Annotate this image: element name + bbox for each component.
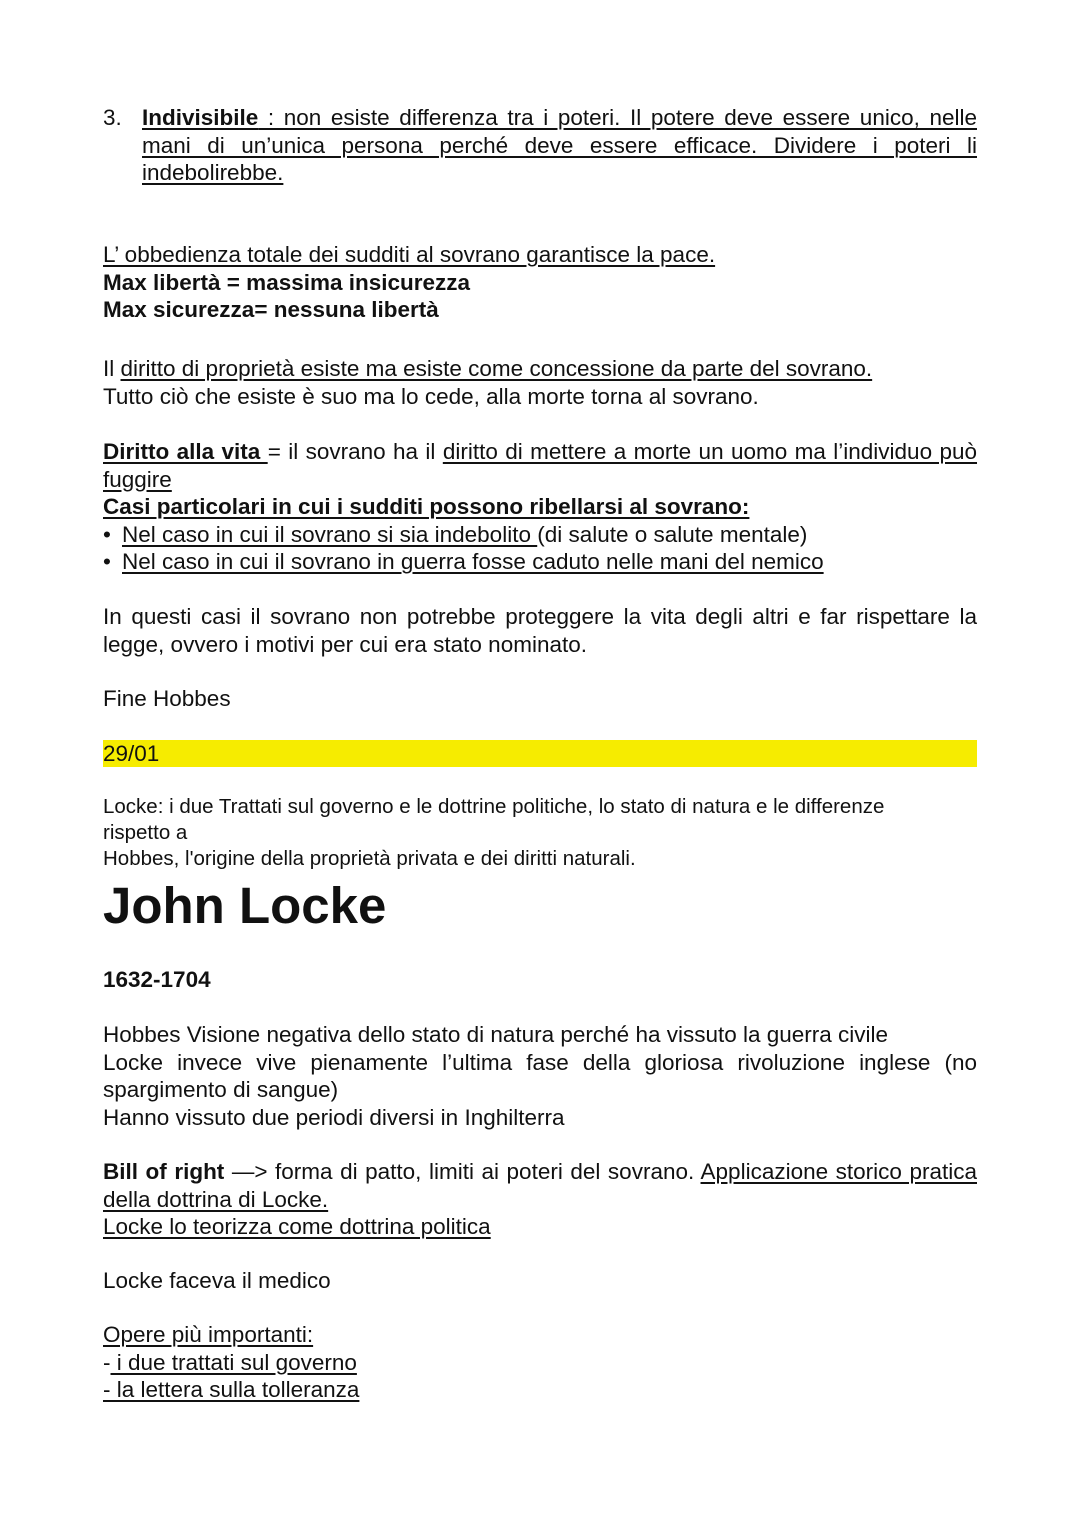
proprieta-prefix: Il (103, 356, 121, 381)
summary-line-2: rispetto a (103, 821, 188, 844)
proprieta-underlined: diritto di proprietà esiste ma esiste come concessione da parte del sovrano. (120, 356, 873, 381)
casi-heading: Casi particolari in cui i sudditi possono ribellarsi al sovrano: (103, 494, 750, 519)
date-highlight (103, 740, 977, 767)
contesto-line-3: Hanno vissuto due periodi diversi in Inghilterra (103, 1104, 565, 1130)
summary-line-1: Locke: i due Trattati sul governo e le dottrine politiche, lo stato di natura e le differenze (103, 795, 885, 818)
proprieta-block (103, 355, 977, 410)
bill-block (103, 1158, 977, 1241)
bill-underlined: Applicazione storico pratica della dottrina di Locke. (103, 1159, 977, 1212)
bill-line-2: Locke lo teorizza come dottrina politica (103, 1214, 491, 1239)
contesto-line-2: Locke invece vive pienamente l’ultima fase della gloriosa rivoluzione inglese (no spargimento di sangue) (103, 1049, 977, 1102)
item-number: 3. (103, 105, 122, 130)
page-title: John Locke (103, 877, 387, 934)
vita-paragraph (103, 438, 977, 493)
bullet-item (103, 521, 977, 549)
obbedienza-block (103, 241, 977, 324)
fine-hobbes: Fine Hobbes (103, 686, 231, 711)
bullet-icon: • (103, 521, 111, 547)
bullet-underlined: Nel caso in cui il sovrano in guerra fosse caduto nelle mani del nemico (122, 549, 824, 574)
conclusione-paragraph: In questi casi il sovrano non potrebbe proteggere la vita degli altri e far rispettare la legge, ovvero i motivi per cui era stato nominato. (103, 604, 977, 657)
vita-block (103, 438, 977, 576)
lesson-summary (103, 794, 977, 872)
bill-paragraph (103, 1158, 977, 1213)
opere-block (103, 1321, 977, 1404)
opere-item (103, 1349, 977, 1377)
vita-underlined: diritto di mettere a morte un uomo ma l’individuo può fuggire (103, 439, 978, 492)
contesto-line-1: Hobbes Visione negativa dello stato di natura perché ha vissuto la guerra civile (103, 1022, 889, 1047)
obbedienza-line: L’ obbedienza totale dei sudditi al sovrano garantisce la pace. (103, 242, 716, 267)
vita-middle: = il sovrano ha il (267, 439, 443, 464)
contesto-block (103, 1021, 977, 1131)
bullet-plain: (di salute o salute mentale) (537, 521, 808, 547)
opere-dash: - (103, 1349, 111, 1375)
item-term: Indivisibile (142, 105, 259, 130)
opere-text: - la lettera sulla tolleranza (103, 1377, 360, 1402)
bullet-item (103, 548, 977, 576)
bill-middle: —> forma di patto, limiti ai poteri del sovrano. (224, 1159, 701, 1184)
proprieta-line-1 (103, 355, 977, 383)
opere-heading: Opere più importanti: (103, 1322, 314, 1347)
opere-item (103, 1376, 977, 1404)
item-body (142, 104, 977, 187)
bill-term: Bill of right (103, 1159, 225, 1184)
vita-term: Diritto alla vita (103, 439, 268, 464)
item-description: : non esiste differenza tra i poteri. Il potere deve essere unico, nelle mani di un’unica persona perché deve essere efficace. Dividere i poteri li indebolirebbe. (142, 105, 977, 185)
medico-line: Locke faceva il medico (103, 1268, 331, 1293)
summary-line-3: Hobbes, l'origine della proprietà privata e dei diritti naturali. (103, 847, 636, 870)
max-liberta-line: Max libertà = massima insicurezza (103, 269, 471, 295)
date-text: 29/01 (103, 741, 160, 766)
proprieta-line-2: Tutto ciò che esiste è suo ma lo cede, alla morte torna al sovrano. (103, 383, 759, 409)
opere-text: i due trattati sul governo (110, 1349, 357, 1375)
max-sicurezza-line: Max sicurezza= nessuna libertà (103, 297, 439, 322)
life-dates: 1632-1704 (103, 967, 211, 992)
bullet-underlined: Nel caso in cui il sovrano si sia indebolito (122, 521, 538, 547)
bullet-icon: • (103, 549, 111, 574)
